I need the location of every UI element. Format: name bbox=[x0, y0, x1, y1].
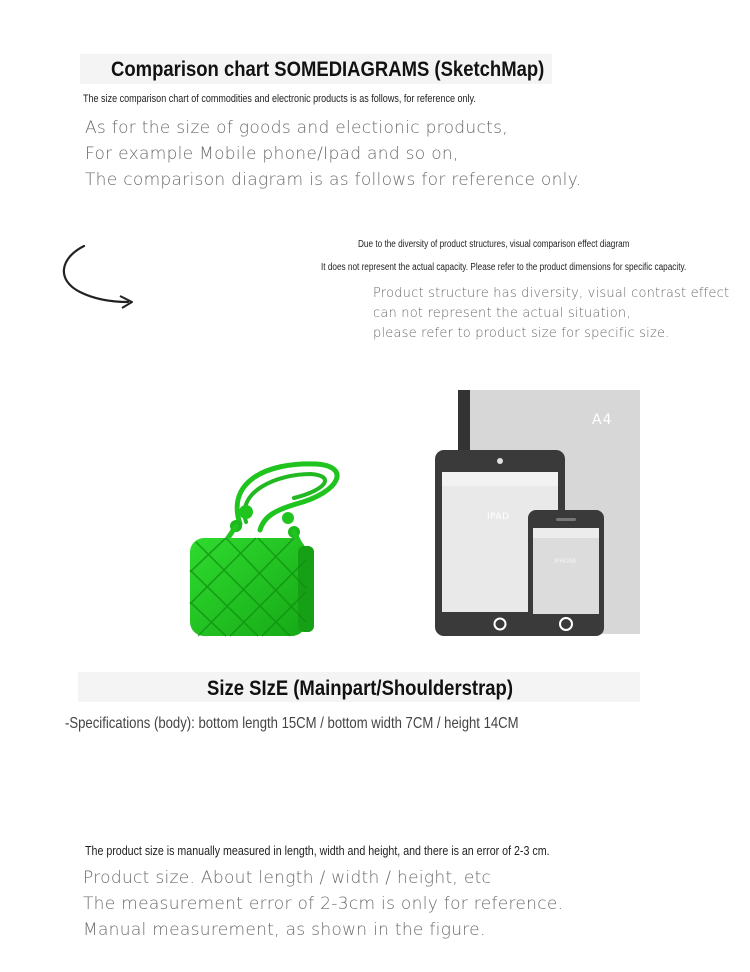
a4-label: A4 bbox=[592, 412, 613, 428]
curved-arrow-icon bbox=[56, 240, 140, 312]
page-subtitle: The size comparison chart of commodities and electronic products is as follows, for reference only. bbox=[83, 93, 476, 105]
device-comparison-image bbox=[430, 386, 646, 640]
measurement-english-line-3: Manual measurement, as shown in the figure. bbox=[83, 920, 486, 940]
size-specification: -Specifications (body): bottom length 15CM / bottom width 7CM / height 14CM bbox=[65, 715, 519, 732]
english-line-1: As for the size of goods and electionic products, bbox=[85, 118, 508, 138]
diversity-note: Due to the diversity of product structures, visual comparison effect diagram bbox=[358, 239, 630, 250]
notice-english-line-2: can not represent the actual situation, bbox=[373, 306, 631, 321]
capacity-note: It does not represent the actual capacity. Please refer to the product dimensions for specific capacity. bbox=[321, 262, 687, 273]
iphone-label: IPHONE bbox=[554, 558, 577, 565]
product-bag-image bbox=[176, 452, 350, 642]
english-line-3: The comparison diagram is as follows for reference only. bbox=[85, 170, 582, 190]
page-title: Comparison chart SOMEDIAGRAMS (SketchMap) bbox=[111, 58, 545, 81]
ipad-label: IPAD bbox=[487, 512, 510, 522]
measurement-english-line-2: The measurement error of 2-3cm is only for reference. bbox=[83, 894, 564, 914]
measurement-english-line-1: Product size. About length / width / height, etc bbox=[83, 868, 492, 888]
measurement-note: The product size is manually measured in length, width and height, and there is an error of 2-3 cm. bbox=[85, 843, 550, 858]
notice-english-line-1: Product structure has diversity, visual contrast effect bbox=[373, 286, 730, 301]
english-line-2: For example Mobile phone/Ipad and so on, bbox=[85, 144, 459, 164]
notice-english-line-3: please refer to product size for specific size. bbox=[373, 326, 670, 341]
size-title: Size SIzE (Mainpart/Shoulderstrap) bbox=[207, 677, 514, 700]
